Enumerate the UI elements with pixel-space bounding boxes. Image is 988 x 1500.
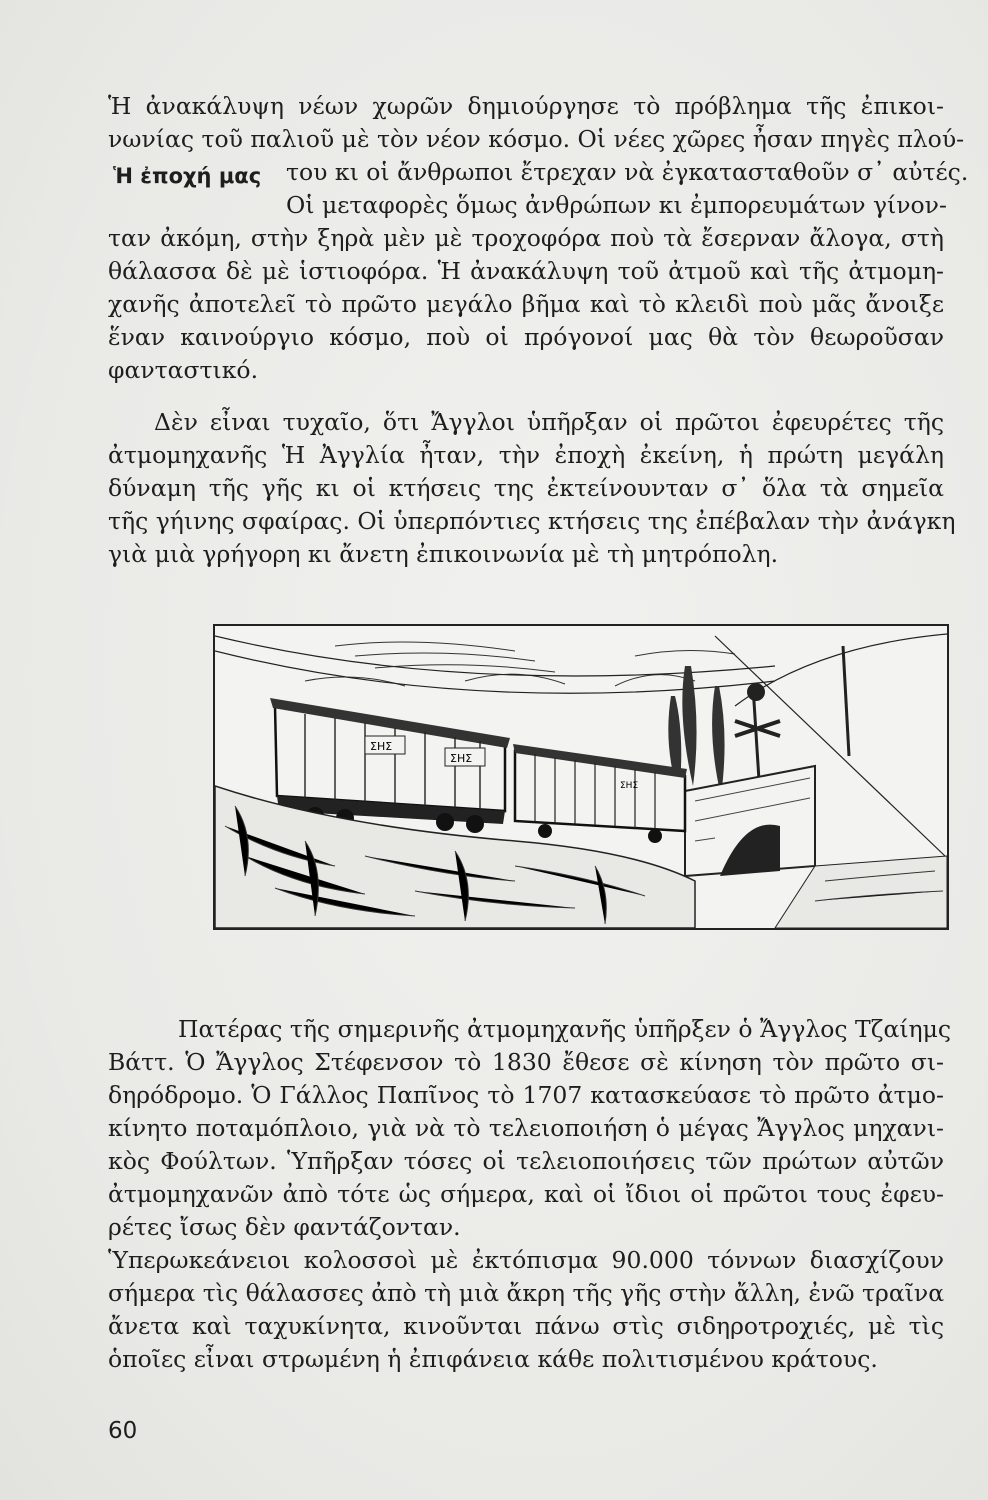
text-line: νωνίας τοῦ παλιοῦ μὲ τὸν νέον κόσμο. Οἱ νέες χῶρες ἦσαν πηγὲς πλού- xyxy=(108,125,965,153)
text-line: Ὑπερωκεάνειοι κολοσσοὶ μὲ ἐκτόπισμα 90.000 τόννων διασχίζουν xyxy=(108,1246,944,1274)
train-drawing xyxy=(215,626,947,928)
text-line: ἕναν καινούργιο κόσμο, ποὺ οἱ πρόγονοί μας θὰ τὸν θεωροῦσαν xyxy=(108,323,944,351)
paragraph-4 xyxy=(108,1244,944,1376)
text-line: γιὰ μιὰ γρήγορη κι ἄνετη ἐπικοινωνία μὲ τὴ μητρόπολη. xyxy=(108,540,779,568)
text-line: ἀτμομηχανῆς Ἡ Ἀγγλία ἦταν, τὴν ἐποχὴ ἐκείνη, ἡ πρώτη μεγάλη xyxy=(108,441,944,469)
side-heading: Ἡ ἐποχή μας xyxy=(113,164,262,188)
text-line: ταν ἀκόμη, στὴν ξηρὰ μὲν μὲ τροχοφόρα ποὺ τὰ ἔσερναν ἄλογα, στὴ xyxy=(108,224,944,252)
text-line: του κι οἱ ἄνθρωποι ἔτρεχαν νὰ ἐγκατασταθοῦν σ᾽ αὐτές. xyxy=(286,158,969,186)
text-line: ἀτμομηχανῶν ἀπὸ τότε ὡς σήμερα, καὶ οἱ ἴδιοι οἱ πρῶτοι τους ἐφευ- xyxy=(108,1180,944,1208)
paragraph-2 xyxy=(108,406,956,571)
text-line: σήμερα τὶς θάλασσες ἀπὸ τὴ μιὰ ἄκρη τῆς γῆς στὴν ἄλλη, ἐνῶ τραῖνα xyxy=(108,1279,945,1307)
train-illustration xyxy=(213,624,949,930)
page-number: 60 xyxy=(108,1418,138,1444)
text-line: Δὲν εἶναι τυχαῖο, ὅτι Ἄγγλοι ὑπῆρξαν οἱ πρῶτοι ἐφευρέτες τῆς xyxy=(154,408,944,436)
text-line: δηρόδρομο. Ὁ Γάλλος Παπῖνος τὸ 1707 κατασκεύασε τὸ πρῶτο ἀτμο- xyxy=(108,1081,944,1109)
text-line: θάλασσα δὲ μὲ ἱστιοφόρα. Ἡ ἀνακάλυψη τοῦ ἀτμοῦ καὶ τῆς ἀτμομη- xyxy=(108,257,944,285)
car-label: ΣΗΣ xyxy=(620,781,639,791)
text-line: Ἡ ἀνακάλυψη νέων χωρῶν δημιούργησε τὸ πρόβλημα τῆς ἐπικοι- xyxy=(108,92,944,120)
paragraph-3 xyxy=(108,1013,952,1244)
text-line: κίνητο ποταμόπλοιο, γιὰ νὰ τὸ τελειοποιήση ὁ μέγας Ἄγγλος μηχανι- xyxy=(108,1114,944,1142)
text-line: ἄνετα καὶ ταχυκίνητα, κινοῦνται πάνω στὶς σιδηροτροχιές, μὲ τὶς xyxy=(108,1312,944,1340)
text-line: φανταστικό. xyxy=(108,356,259,384)
car-label: ΣΗΣ xyxy=(370,740,393,753)
text-line: κὸς Φούλτων. Ὑπῆρξαν τόσες οἱ τελειοποιήσεις τῶν πρώτων αὐτῶν xyxy=(108,1147,944,1175)
text-line: Πατέρας τῆς σημερινῆς ἀτμομηχανῆς ὑπῆρξεν ὁ Ἄγγλος Τζαίημς xyxy=(178,1015,952,1043)
text-line: Οἱ μεταφορὲς ὅμως ἀνθρώπων κι ἐμπορευμάτων γίνον- xyxy=(286,191,947,219)
text-line: ρέτες ἴσως δὲν φαντάζονταν. xyxy=(108,1213,461,1241)
car-label: ΣΗΣ xyxy=(450,752,473,765)
text-line: ὁποῖες εἶναι στρωμένη ἡ ἐπιφάνεια κάθε πολιτισμένου κράτους. xyxy=(108,1345,878,1373)
text-line: χανῆς ἀποτελεῖ τὸ πρῶτο μεγάλο βῆμα καὶ τὸ κλειδὶ ποὺ μᾶς ἄνοιξε xyxy=(108,290,944,318)
text-line: τῆς γήινης σφαίρας. Οἱ ὑπερπόντιες κτήσεις της ἐπέβαλαν τὴν ἀνάγκη xyxy=(108,507,956,535)
text-line: Βάττ. Ὁ Ἄγγλος Στέφενσον τὸ 1830 ἔθεσε σὲ κίνηση τὸν πρῶτο σι- xyxy=(108,1048,944,1076)
paragraph-1 xyxy=(108,90,969,387)
text-line: δύναμη τῆς γῆς κι οἱ κτήσεις της ἐκτείνουνταν σ᾽ ὅλα τὰ σημεῖα xyxy=(108,474,944,502)
